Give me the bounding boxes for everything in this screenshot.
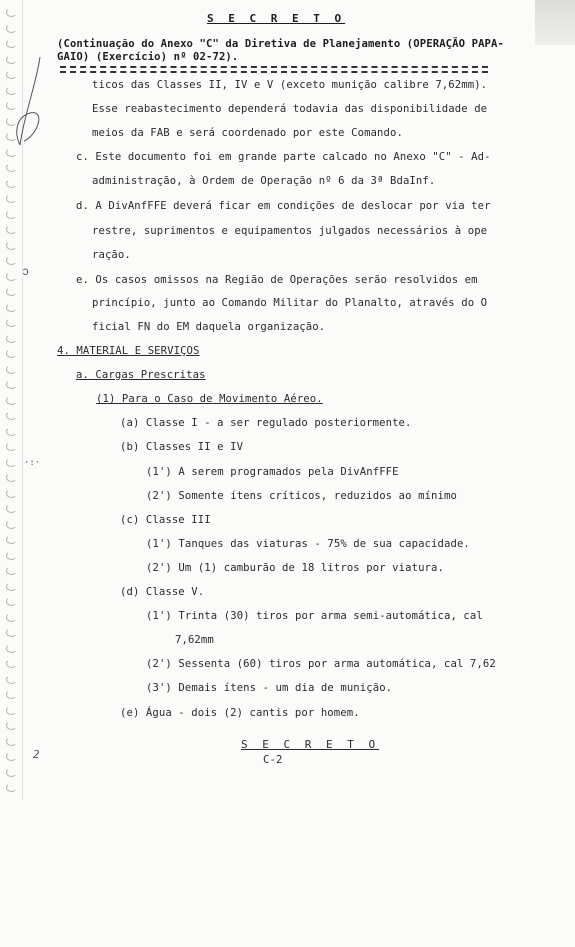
- handwritten-mark-icon: [10, 55, 65, 155]
- binder-hole-icon: [6, 39, 17, 48]
- subsection-heading: a. Cargas Prescritas: [76, 369, 206, 381]
- margin-page-number: 2: [33, 748, 40, 761]
- binder-hole-icon: [6, 272, 17, 281]
- binder-hole-icon: [6, 644, 17, 653]
- dashed-separator: [60, 66, 488, 68]
- binder-hole-icon: [6, 737, 17, 746]
- binder-hole-icon: [6, 597, 17, 606]
- binder-hole-icon: [6, 783, 17, 792]
- classification-footer: S E C R E T O: [241, 738, 380, 751]
- body-line: 7,62mm: [175, 634, 214, 646]
- binder-hole-icon: [6, 334, 17, 343]
- binder-hole-icon: [6, 675, 17, 684]
- body-line: restre, suprimentos e equipamentos julgados necessários à ope: [92, 225, 488, 237]
- body-line: ficial FN do EM daquela organização.: [92, 321, 326, 333]
- body-line: (c) Classe III: [120, 514, 211, 526]
- body-line: princípio, junto ao Comando Militar do Planalto, através do O: [92, 297, 488, 309]
- binder-hole-icon: [6, 256, 17, 265]
- section-heading: 4. MATERIAL E SERVIÇOS: [57, 345, 200, 357]
- binder-hole-icon: [6, 721, 17, 730]
- binder-hole-icon: [6, 427, 17, 436]
- binder-hole-icon: [6, 225, 17, 234]
- body-line: (1') Trinta (30) tiros por arma semi-automática, cal: [146, 610, 483, 622]
- body-line: (2') Sessenta (60) tiros por arma automática, cal 7,62: [146, 658, 496, 670]
- margin-annotation-icon: ↄ: [22, 264, 30, 278]
- binder-hole-icon: [6, 752, 17, 761]
- binder-hole-icon: [6, 163, 17, 172]
- body-line: c. Este documento foi em grande parte calcado no Anexo "C" - Ad-: [76, 151, 491, 163]
- binder-hole-icon: [6, 659, 17, 668]
- binder-hole-icon: [6, 473, 17, 482]
- dashed-separator: [60, 71, 488, 73]
- body-line: (b) Classes II e IV: [120, 441, 244, 453]
- body-line: administração, à Ordem de Operação nº 6 da 3ª BdaInf.: [92, 175, 436, 187]
- binder-hole-icon: [6, 396, 17, 405]
- binder-hole-icon: [6, 706, 17, 715]
- binder-hole-icon: [6, 24, 17, 33]
- body-line: (2') Somente ítens críticos, reduzidos ao mínimo: [146, 490, 457, 502]
- binder-hole-icon: [6, 520, 17, 529]
- binder-hole-icon: [6, 194, 17, 203]
- binder-hole-icon: [6, 287, 17, 296]
- margin-dots-icon: ·:·: [24, 458, 41, 468]
- body-line: Esse reabastecimento dependerá todavia das disponibilidade de: [92, 103, 488, 115]
- binder-hole-icon: [6, 349, 17, 358]
- body-line: (a) Classe I - a ser regulado posteriormente.: [120, 417, 412, 429]
- body-line: (e) Água - dois (2) cantis por homem.: [120, 707, 360, 719]
- binder-hole-icon: [6, 458, 17, 467]
- binder-hole-icon: [6, 582, 17, 591]
- binder-hole-icon: [6, 210, 17, 219]
- binder-hole-icon: [6, 489, 17, 498]
- continuation-line-1: (Continuação do Anexo "C" da Diretiva de Planejamento (OPERAÇÃO PAPA-: [57, 38, 504, 50]
- page-code: C-2: [263, 754, 283, 766]
- body-line: (1') A serem programados pela DivAnfFFE: [146, 466, 399, 478]
- binder-hole-icon: [6, 380, 17, 389]
- binder-hole-icon: [6, 241, 17, 250]
- binder-hole-icon: [6, 768, 17, 777]
- binder-hole-icon: [6, 551, 17, 560]
- binder-hole-icon: [6, 566, 17, 575]
- binder-hole-icon: [6, 411, 17, 420]
- body-line: (d) Classe V.: [120, 586, 205, 598]
- binder-hole-icon: [6, 8, 17, 17]
- binder-hole-icon: [6, 535, 17, 544]
- binder-hole-icon: [6, 365, 17, 374]
- body-line: ração.: [92, 249, 131, 261]
- body-line: (1') Tanques das viaturas - 75% de sua capacidade.: [146, 538, 470, 550]
- binder-hole-icon: [6, 303, 17, 312]
- item-heading: (1) Para o Caso de Movimento Aéreo.: [96, 393, 323, 405]
- binder-hole-icon: [6, 504, 17, 513]
- body-line: meios da FAB e será coordenado por este Comando.: [92, 127, 403, 139]
- binder-hole-icon: [6, 613, 17, 622]
- binder-hole-icon: [6, 690, 17, 699]
- classification-header: S E C R E T O: [207, 12, 346, 25]
- continuation-line-2: GAIO) (Exercício) nº 02-72).: [57, 51, 239, 63]
- binder-hole-icon: [6, 179, 17, 188]
- body-line: (3') Demais ítens - um dia de munição.: [146, 682, 393, 694]
- binder-hole-icon: [6, 442, 17, 451]
- body-line: d. A DivAnfFFE deverá ficar em condições de deslocar por via ter: [76, 200, 491, 212]
- binder-hole-icon: [6, 628, 17, 637]
- body-line: e. Os casos omissos na Região de Operações serão resolvidos em: [76, 274, 478, 286]
- body-line: (2') Um (1) camburão de 18 litros por viatura.: [146, 562, 444, 574]
- body-line: ticos das Classes II, IV e V (exceto munição calibre 7,62mm).: [92, 79, 488, 91]
- scanned-edge: [535, 0, 575, 45]
- binder-hole-icon: [6, 318, 17, 327]
